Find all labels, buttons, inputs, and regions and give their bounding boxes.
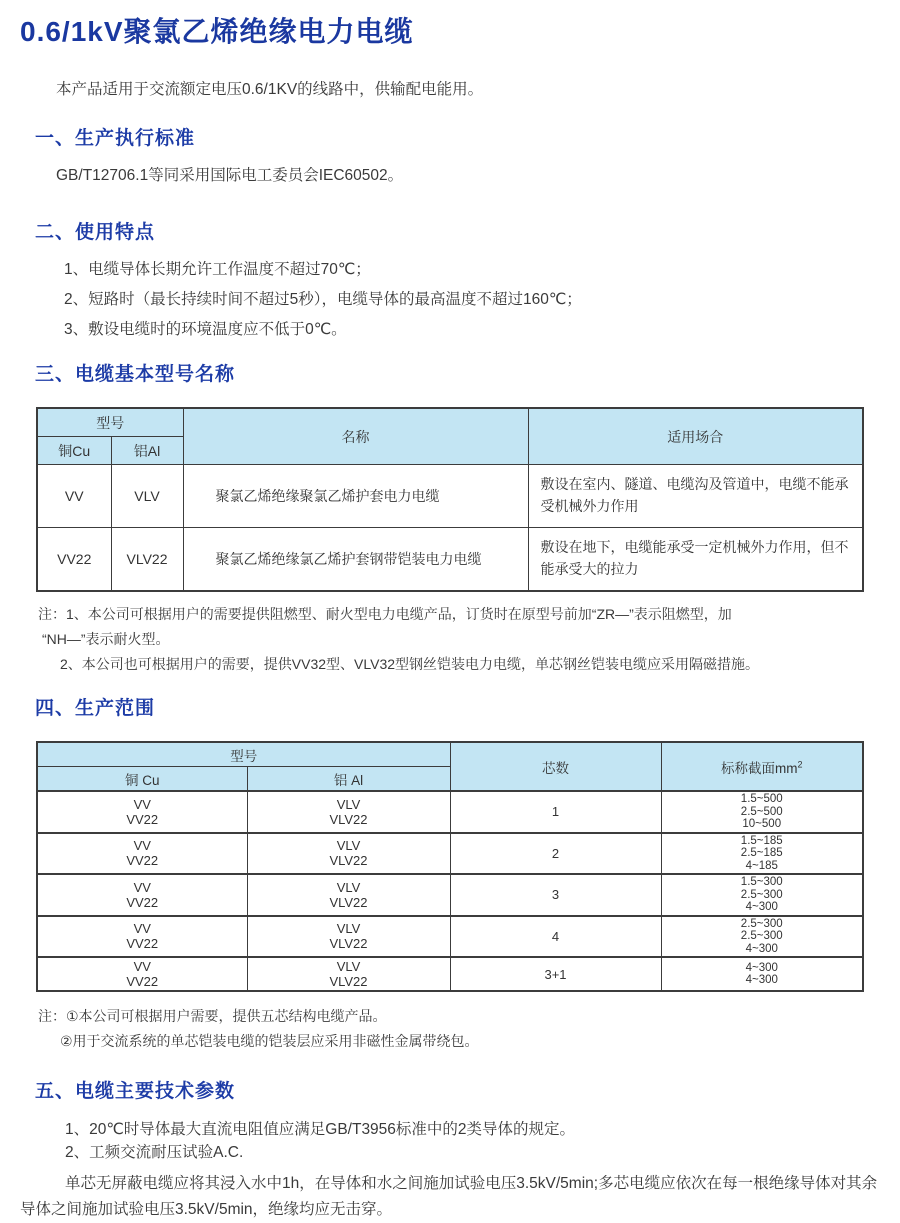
model-cu-cell: VV	[37, 465, 111, 528]
intro-paragraph: 本产品适用于交流额定电压0.6/1KV的线路中，供输配电能用。	[56, 81, 484, 98]
column-header-cores: 芯数	[450, 742, 661, 791]
section-sizes-cell: 1.5~300 2.5~300 4~300	[661, 874, 863, 916]
standard-text: GB/T12706.1等同采用国际电工委员会IEC60502。	[56, 167, 404, 184]
section-sizes-cell: 1.5~500 2.5~500 10~500	[661, 791, 863, 833]
column-header-copper: 铜 Cu	[37, 767, 247, 792]
cable-name-cell: 聚氯乙烯绝缘氯乙烯护套钢带铠装电力电缆	[183, 528, 528, 592]
feature-item: 3、敷设电缆时的环境温度应不低于0℃。	[64, 321, 347, 338]
model-al-cell: VLV VLV22	[247, 833, 450, 875]
column-header-model: 型号	[37, 408, 183, 437]
feature-item: 1、电缆导体长期允许工作温度不超过70℃；	[64, 261, 371, 278]
model-cu-cell: VV VV22	[37, 957, 247, 991]
section-heading-technical-parameters: 五、电缆主要技术参数	[35, 1081, 236, 1102]
table-header-row	[37, 408, 863, 437]
note-line: “NH—”表示耐火型。	[42, 631, 170, 647]
note-line: ②用于交流系统的单芯铠装电缆的铠装层应采用非磁性金属带绕包。	[60, 1033, 479, 1049]
table-row	[37, 528, 863, 592]
table-row	[37, 874, 863, 916]
feature-item: 2、短路时（最长持续时间不超过5秒），电缆导体的最高温度不超过160℃；	[64, 291, 582, 308]
column-header-aluminum: 铝Al	[111, 437, 183, 465]
table-row	[37, 957, 863, 991]
model-name-table	[36, 407, 864, 592]
model-al-cell: VLV	[111, 465, 183, 528]
page-title: 0.6/1kV聚氯乙烯绝缘电力电缆	[20, 16, 414, 47]
model-al-cell: VLV VLV22	[247, 791, 450, 833]
cores-cell: 2	[450, 833, 661, 875]
table-row	[37, 916, 863, 958]
section-sizes-cell: 4~300 4~300	[661, 957, 863, 991]
column-header-name: 名称	[183, 408, 528, 465]
column-header-aluminum: 铝 Al	[247, 767, 450, 792]
section-sizes-cell: 1.5~185 2.5~185 4~185	[661, 833, 863, 875]
tech-param-paragraph: 单芯无屏蔽电缆应将其浸入水中1h，在导体和水之间施加试验电压3.5kV/5min;多芯电缆应依次在每一根绝缘导体对其余导体之间施加试验电压3.5kV/5min，绝缘均应无击穿。	[20, 1175, 878, 1218]
model-cu-cell: VV VV22	[37, 833, 247, 875]
section-heading-model-names: 三、电缆基本型号名称	[35, 364, 236, 385]
section-heading-usage-features: 二、使用特点	[35, 222, 156, 243]
table-header-row	[37, 742, 863, 767]
tech-param-item: 2、工频交流耐压试验A.C.	[65, 1144, 244, 1161]
column-header-application: 适用场合	[528, 408, 863, 465]
model-cu-cell: VV VV22	[37, 874, 247, 916]
cores-cell: 4	[450, 916, 661, 958]
model-cu-cell: VV VV22	[37, 916, 247, 958]
table-row	[37, 791, 863, 833]
cable-name-cell: 聚氯乙烯绝缘聚氯乙烯护套电力电缆	[183, 465, 528, 528]
section-heading-production-range: 四、生产范围	[35, 698, 156, 719]
column-header-model: 型号	[37, 742, 450, 767]
model-al-cell: VLV VLV22	[247, 874, 450, 916]
model-table-notes	[20, 602, 880, 677]
application-cell: 敷设在地下，电缆能承受一定机械外力作用，但不能承受大的拉力	[528, 528, 863, 592]
cores-cell: 3	[450, 874, 661, 916]
application-cell: 敷设在室内、隧道、电缆沟及管道中，电缆不能承受机械外力作用	[528, 465, 863, 528]
model-al-cell: VLV VLV22	[247, 957, 450, 991]
model-cu-cell: VV22	[37, 528, 111, 592]
range-table-notes	[20, 1004, 880, 1054]
model-al-cell: VLV22	[111, 528, 183, 592]
note-line: 注：1、本公司可根据用户的需要提供阻燃型、耐火型电力电缆产品，订货时在原型号前加“ZR—”表示阻燃型，加	[38, 606, 732, 622]
column-header-copper: 铜Cu	[37, 437, 111, 465]
production-range-table	[36, 741, 864, 992]
table-row	[37, 465, 863, 528]
note-line: 2、本公司也可根据用户的需要，提供VV32型、VLV32型钢丝铠装电力电缆，单芯钢丝铠装电缆应采用隔磁措施。	[60, 656, 760, 672]
column-header-section: 标称截面$mm^2$	[661, 742, 863, 791]
cores-cell: 1	[450, 791, 661, 833]
tech-param-item: 1、20℃时导体最大直流电阻值应满足GB/T3956标准中的2类导体的规定。	[65, 1121, 576, 1138]
section-heading-production-standard: 一、生产执行标准	[35, 128, 196, 149]
model-cu-cell: VV VV22	[37, 791, 247, 833]
section-sizes-cell: 2.5~300 2.5~300 4~300	[661, 916, 863, 958]
cores-cell: 3+1	[450, 957, 661, 991]
model-al-cell: VLV VLV22	[247, 916, 450, 958]
superscript-2: 2	[797, 759, 803, 769]
note-line: 注：①本公司可根据用户需要，提供五芯结构电缆产品。	[38, 1008, 387, 1024]
table-row	[37, 833, 863, 875]
